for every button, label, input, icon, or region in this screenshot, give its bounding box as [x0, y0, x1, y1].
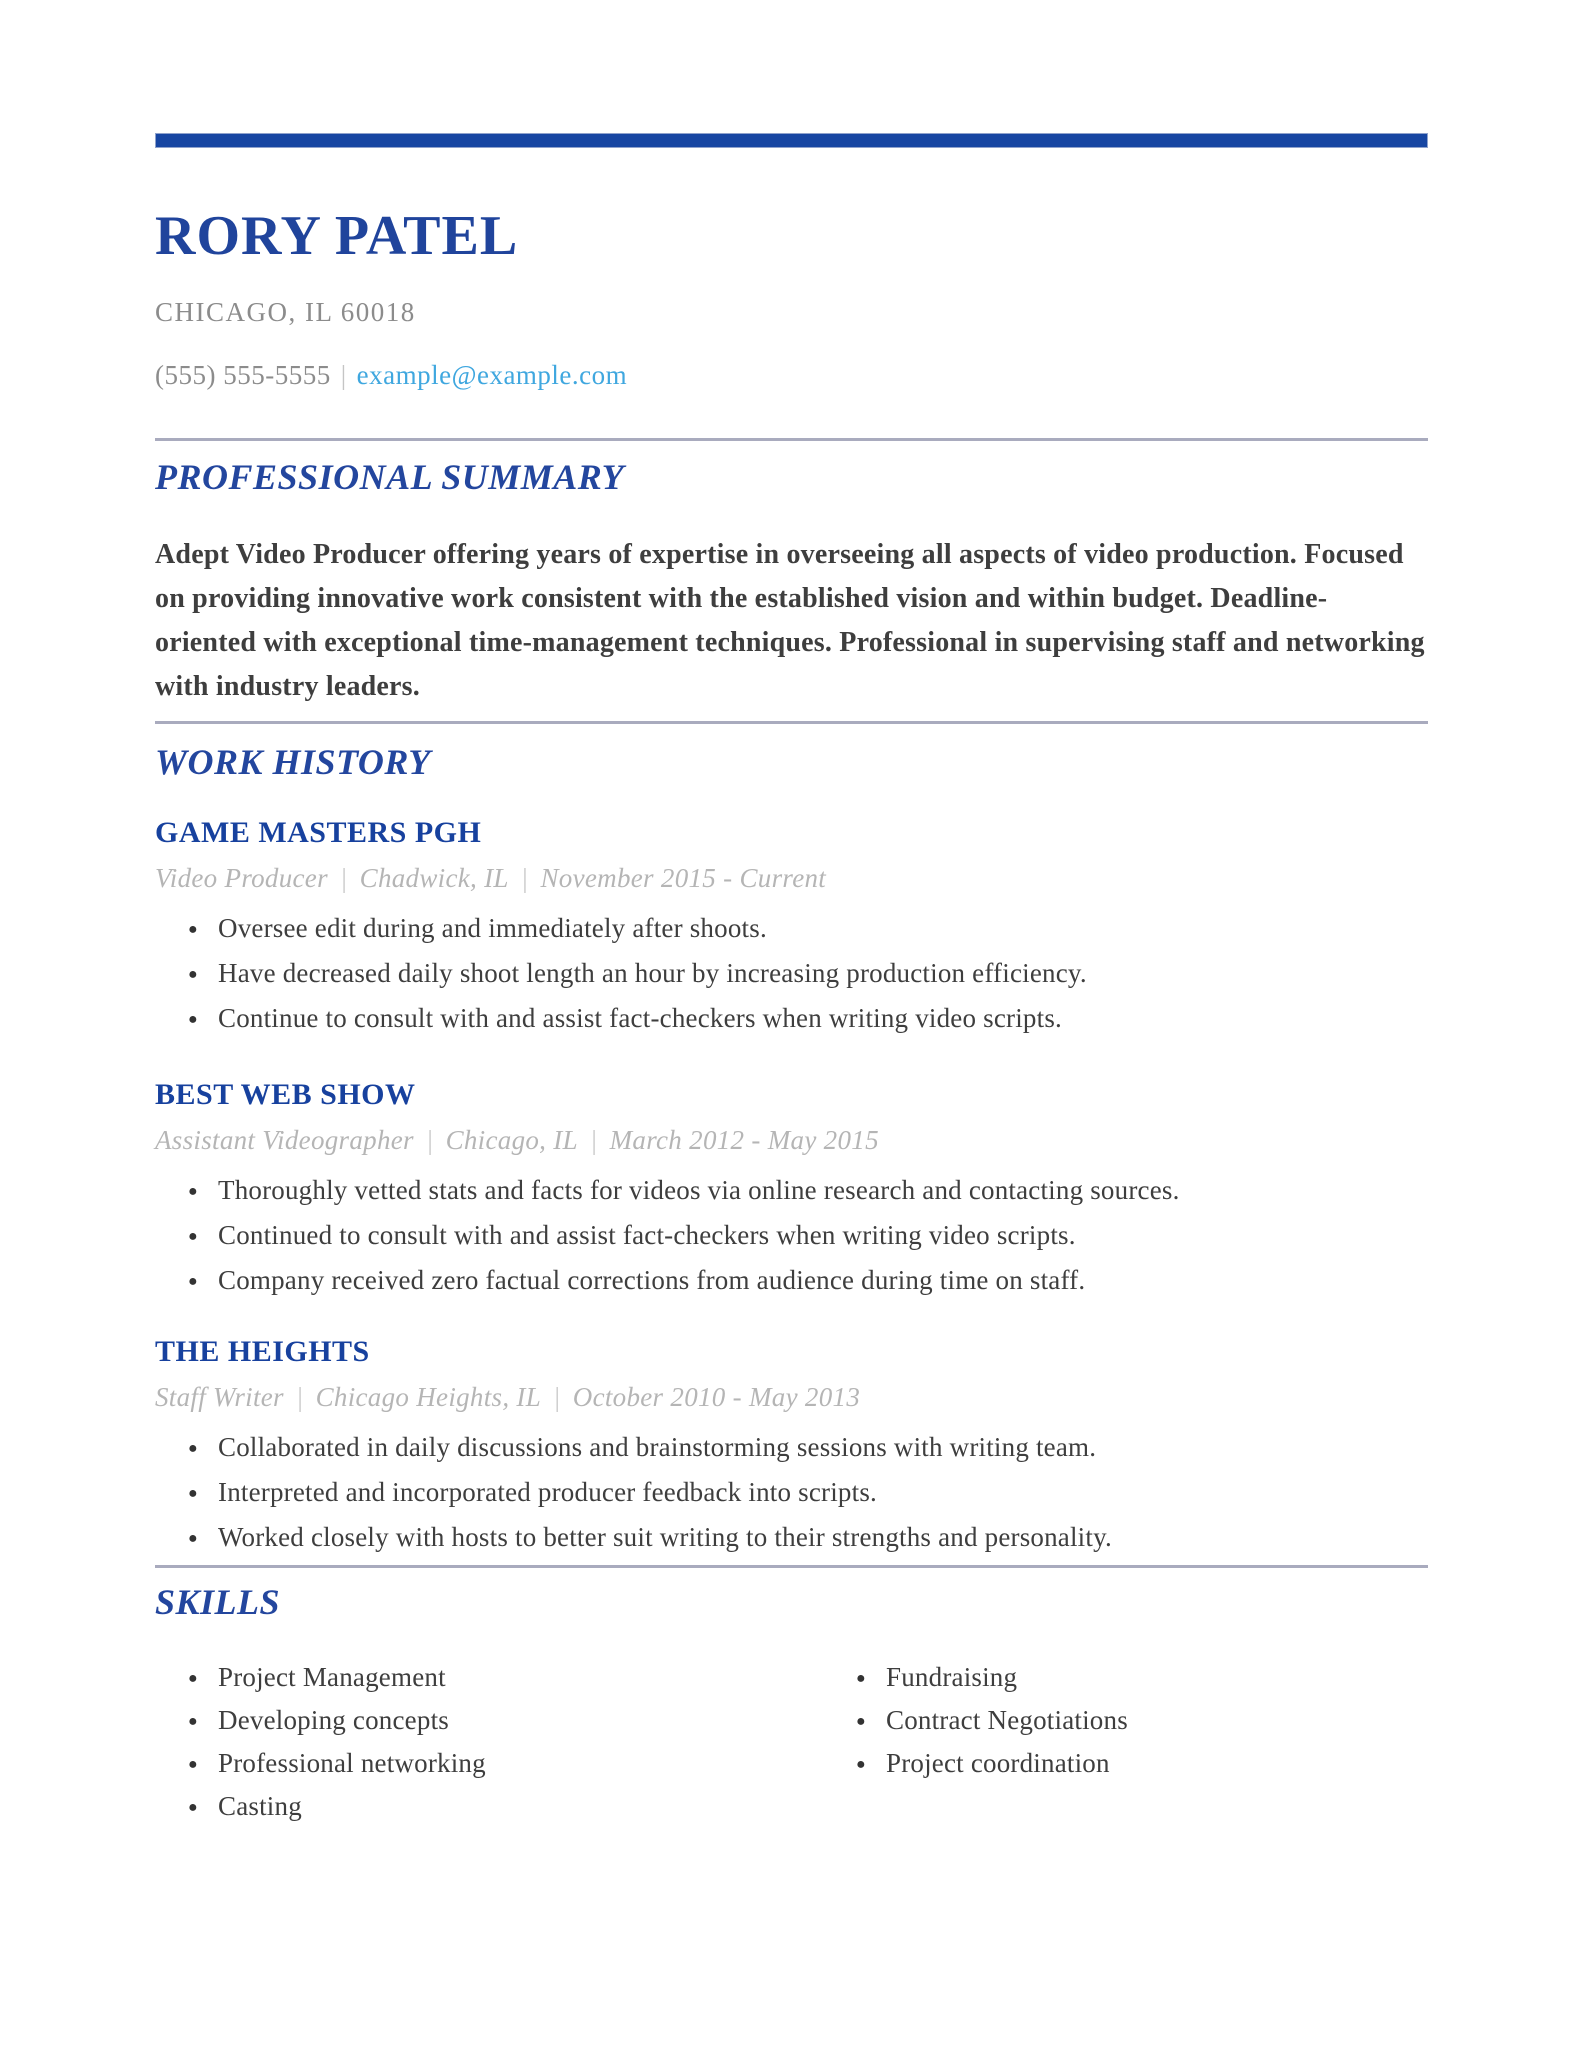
contact-separator: |	[340, 360, 347, 390]
job-meta-line	[155, 860, 1428, 896]
section-divider	[155, 438, 1428, 441]
skills-list	[155, 1656, 1428, 1828]
skill-item: ● Project Management	[218, 1656, 823, 1699]
skill-item: ● Fundraising	[886, 1656, 1128, 1699]
skills-column-left	[155, 1656, 823, 1828]
job-title: Assistant Videographer	[155, 1125, 414, 1155]
job-bullet: ● Continue to consult with and assist fact-checkers when writing video scripts.	[218, 996, 1428, 1041]
job-bullet: ● Oversee edit during and immediately after shoots.	[218, 906, 1428, 951]
job-bullet: ● Interpreted and incorporated producer feedback into scripts.	[218, 1470, 1428, 1515]
meta-separator: |	[553, 1382, 561, 1412]
phone-number: (555) 555-5555	[155, 360, 331, 390]
section-divider	[155, 1565, 1428, 1568]
meta-separator: |	[520, 863, 529, 893]
company-name: THE HEIGHTS	[155, 1335, 370, 1368]
work-history-section-title: WORK HISTORY	[155, 742, 431, 782]
job-meta-line	[155, 1379, 1428, 1415]
job-title: Video Producer	[155, 863, 328, 893]
summary-paragraph: Adept Video Producer offering years of expertise in overseeing all aspects of video production. Focused on providing innovative work consistent with the established vision and within budget. Deadline-oriented with exceptional time-management techniques. Professional in supervising staff and networking with industry leaders.	[155, 539, 1425, 702]
contact-line	[155, 358, 1428, 392]
meta-separator: |	[589, 1125, 598, 1155]
job-bullet-list	[155, 906, 1428, 1041]
skill-item: ● Project coordination	[886, 1742, 1128, 1785]
skills-section-title: SKILLS	[155, 1582, 281, 1622]
skill-item: ● Contract Negotiations	[886, 1699, 1128, 1742]
company-name: GAME MASTERS PGH	[155, 816, 482, 849]
job-title: Staff Writer	[155, 1382, 284, 1412]
job-bullet: ● Worked closely with hosts to better suit writing to their strengths and personality.	[218, 1515, 1428, 1560]
job-meta-line	[155, 1122, 1428, 1158]
job-entry	[155, 1076, 1428, 1303]
address-line: CHICAGO, IL 60018	[155, 297, 416, 327]
email-link[interactable]: example@example.com	[356, 360, 628, 390]
job-bullet: ● Collaborated in daily discussions and brainstorming sessions with writing team.	[218, 1425, 1428, 1470]
job-location: Chicago Heights, IL	[315, 1382, 542, 1412]
job-location: Chadwick, IL	[359, 863, 509, 893]
skill-item: ● Casting	[218, 1785, 823, 1828]
meta-separator: |	[425, 1125, 434, 1155]
section-divider	[155, 721, 1428, 724]
summary-section-title: PROFESSIONAL SUMMARY	[155, 457, 625, 497]
skills-column-right	[823, 1656, 1128, 1828]
job-entry	[155, 1333, 1428, 1560]
meta-separator: |	[339, 863, 348, 893]
job-bullet-list	[155, 1168, 1428, 1303]
skill-item: ● Professional networking	[218, 1742, 823, 1785]
job-dates: March 2012 - May 2015	[609, 1125, 879, 1155]
skill-item: ● Developing concepts	[218, 1699, 823, 1742]
job-bullet-list	[155, 1425, 1428, 1560]
job-bullet: ● Thoroughly vetted stats and facts for videos via online research and contacting sources.	[218, 1168, 1428, 1213]
job-dates: October 2010 - May 2013	[572, 1382, 861, 1412]
company-name: BEST WEB SHOW	[155, 1078, 416, 1111]
job-bullet: ● Continued to consult with and assist fact-checkers when writing video scripts.	[218, 1213, 1428, 1258]
job-location: Chicago, IL	[445, 1125, 578, 1155]
job-bullet: ● Have decreased daily shoot length an hour by increasing production efficiency.	[218, 951, 1428, 996]
job-bullet: ● Company received zero factual corrections from audience during time on staff.	[218, 1258, 1428, 1303]
name-heading: RORY PATEL	[155, 205, 519, 267]
top-accent-bar	[155, 133, 1428, 148]
meta-separator: |	[295, 1382, 304, 1412]
job-dates: November 2015 - Current	[540, 863, 827, 893]
job-entry	[155, 814, 1428, 1041]
